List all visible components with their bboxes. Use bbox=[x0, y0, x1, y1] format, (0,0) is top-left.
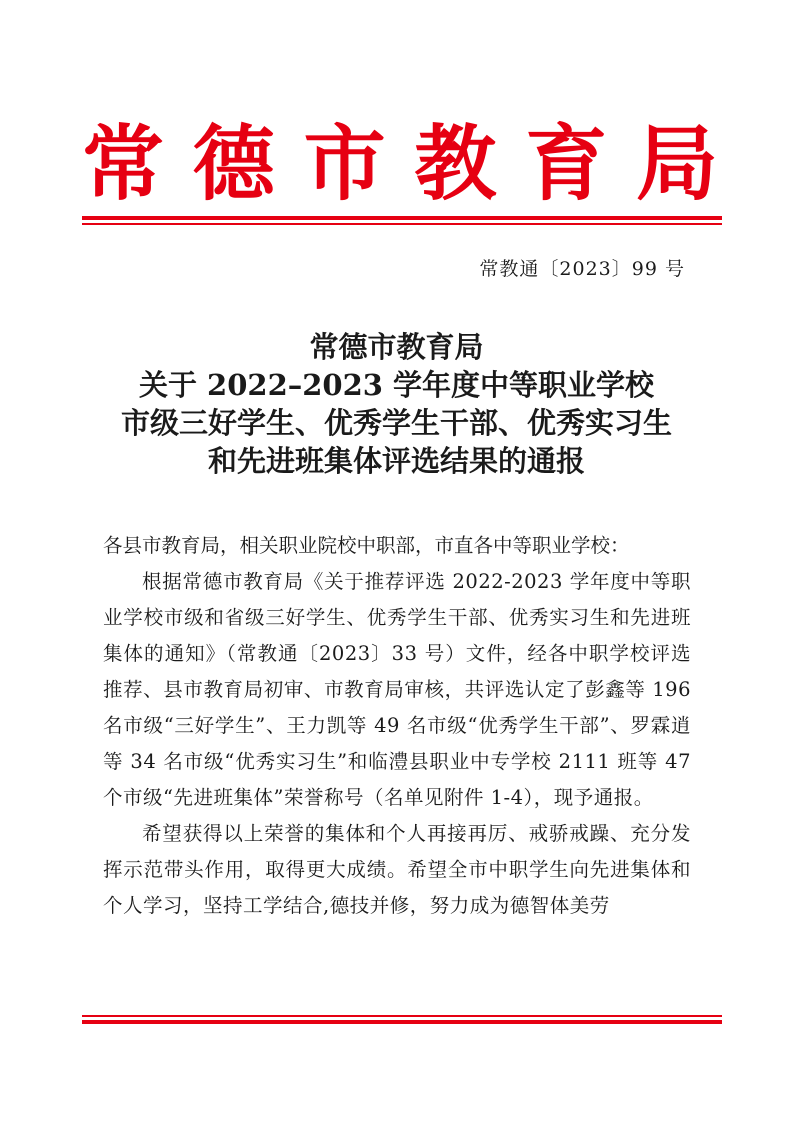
title-line: 关于 2022–2023 学年度中等职业学校 bbox=[138, 368, 655, 402]
title-line: 和先进班集体评选结果的通报 bbox=[207, 444, 585, 478]
header-rule-thick bbox=[82, 216, 722, 220]
document-number: 常教通〔2023〕99 号 bbox=[479, 258, 685, 280]
footer-rule-thick bbox=[82, 1020, 722, 1024]
title-line: 常德市教育局 bbox=[309, 330, 484, 364]
masthead-char: 常 bbox=[82, 116, 165, 212]
title-line: 市级三好学生、优秀学生干部、优秀实习生 bbox=[120, 406, 672, 440]
masthead-title bbox=[82, 118, 718, 210]
masthead-char: 局 bbox=[635, 116, 718, 212]
document-body bbox=[103, 528, 691, 924]
masthead-char: 市 bbox=[303, 116, 386, 212]
document-title bbox=[60, 328, 733, 480]
footer-rule-thin bbox=[82, 1015, 722, 1017]
masthead-char: 育 bbox=[525, 116, 608, 212]
addressee: 各县市教育局，相关职业院校中职部，市直各中等职业学校： bbox=[103, 534, 630, 557]
body-paragraph: 根据常德市教育局《关于推荐评选 2022-2023 学年度中等职业学校市级和省级三好学生、优秀学生干部、优秀实习生和先进班集体的通知》（常教通〔2023〕33 号）文件，经各中职学校评选推荐、县市教育局初审、市教育局审核，共评选认定了彭鑫等 196 名市级“三好学生”、王力凯等 49 名市级“优秀学生干部”、罗霖逍等 34 名市级“优秀实习生”和临澧县职业中专学校 2111 班等 47 个市级“先进班集体”荣誉称号（名单见附件 1-4），现予通报。 bbox=[103, 570, 691, 809]
body-paragraph: 希望获得以上荣誉的集体和个人再接再厉、戒骄戒躁、充分发挥示范带头作用，取得更大成绩。希望全市中职学生向先进集体和个人学习，坚持工学结合,德技并修，努力成为德智体美劳 bbox=[103, 822, 691, 917]
masthead-char: 德 bbox=[192, 116, 275, 212]
masthead-char: 教 bbox=[414, 116, 497, 212]
header-rule-thin bbox=[82, 223, 722, 225]
